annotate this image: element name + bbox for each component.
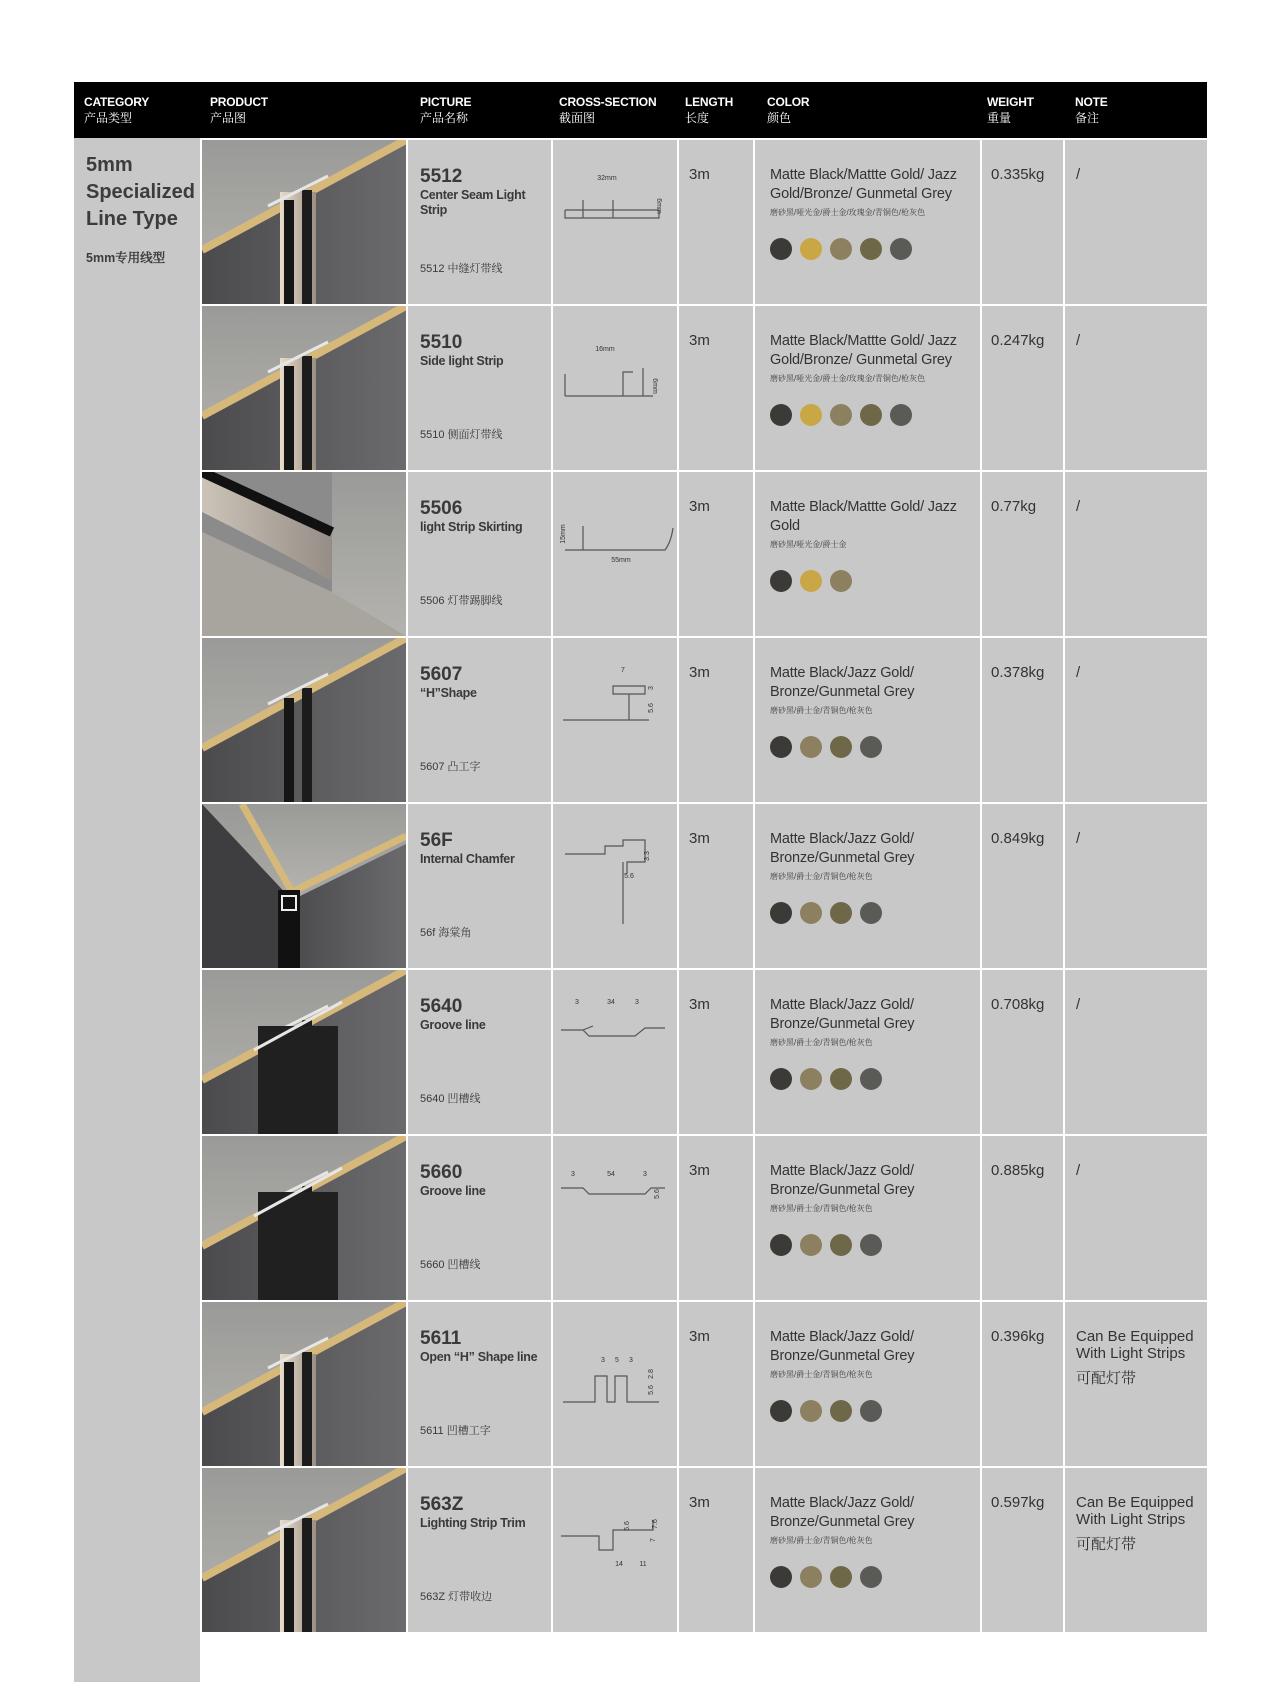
note-cell [1065,970,1207,1134]
header-product-zh: 产品图 [210,111,247,125]
length-value: 3m [679,1468,753,1632]
color-swatch-gunmetal-grey [860,1400,882,1422]
product-row [202,638,1207,802]
header-weight-zh: 重量 [987,111,1012,125]
length-value: 3m [679,1136,753,1300]
product-image [202,638,406,802]
product-name: “H”Shape [420,686,477,700]
product-name: light Strip Skirting [420,520,523,534]
header-color [752,82,977,138]
color-names: Matte Black/Mattte Gold/ Jazz Gold/Bronze/ Gunmetal Grey [770,167,957,202]
header-color-en: COLOR [767,95,810,109]
header-picture-zh: 产品名称 [420,111,469,125]
dimension-label: 11 [639,1561,647,1568]
dimension-label: 16mm [595,346,615,353]
product-code: 563Z [420,1494,464,1515]
length-value: 3m [679,306,753,470]
product-name: Lighting Strip Trim [420,1516,526,1530]
weight-value: 0.885kg [982,1136,1063,1300]
color-swatches [770,404,920,426]
product-name-cell [408,804,551,968]
product-name-cell [408,1136,551,1300]
dimension-label: 3 [643,1171,647,1178]
color-names-zh: 磨砂黑/哑光金/爵士金 [770,540,847,549]
product-code: 5611 [420,1328,462,1349]
cross-section-drawing [553,306,677,470]
product-name: Groove line [420,1184,486,1198]
product-image [202,472,406,636]
dimension-label: 34 [607,999,615,1006]
product-name-cell [408,306,551,470]
product-image [202,1136,406,1300]
product-image [202,1302,406,1466]
dimension-label: 3 [575,999,579,1006]
product-name-zh: 5660 凹槽线 [420,1259,481,1271]
color-swatch-matte-black [770,1068,792,1090]
color-swatch-matte-black [770,902,792,924]
dimension-label: 7.6 [652,1519,659,1529]
color-swatch-bronze [830,902,852,924]
weight-value: 0.378kg [982,638,1063,802]
product-name-zh: 5640 凹槽线 [420,1093,481,1105]
color-swatch-matte-black [770,238,792,260]
color-swatch-jazz-gold [830,570,852,592]
weight-value: 0.597kg [982,1468,1063,1632]
note-cell [1065,472,1207,636]
color-swatch-bronze [860,404,882,426]
color-swatch-jazz-gold [800,1068,822,1090]
color-names: Matte Black/Jazz Gold/ Bronze/Gunmetal Grey [770,665,915,700]
color-names: Matte Black/Jazz Gold/ Bronze/Gunmetal Grey [770,1329,915,1364]
color-swatch-bronze [830,1566,852,1588]
color-swatch-gunmetal-grey [860,736,882,758]
product-name-zh: 5510 侧面灯带线 [420,429,503,441]
header-cross-section [549,82,675,138]
header-category-zh: 产品类型 [84,111,133,125]
header-product [200,82,410,138]
dimension-label: 3 [648,686,655,690]
cross-section-drawing [553,1302,677,1466]
cross-section-drawing [553,804,677,968]
color-names-zh: 磨砂黑/爵士金/青铜色/枪灰色 [770,1370,873,1379]
product-row [202,1302,1207,1466]
dimension-label: 7 [621,667,625,674]
dimension-label: 5.6 [654,1189,661,1199]
color-swatches [770,1566,890,1588]
product-name: Internal Chamfer [420,852,515,866]
color-swatch-matte-black [770,404,792,426]
color-swatches [770,736,890,758]
color-cell [755,1468,980,1632]
color-swatches [770,1234,890,1256]
header-note-en: NOTE [1075,95,1108,109]
product-name-zh: 5607 凸工字 [420,761,481,773]
product-name-zh: 5506 灯带踢脚线 [420,595,503,607]
color-swatch-gunmetal-grey [890,404,912,426]
note-text: / [1076,996,1081,1013]
color-swatch-gunmetal-grey [890,238,912,260]
product-row [202,1136,1207,1300]
header-category-en: CATEGORY [84,95,150,109]
product-code: 5506 [420,498,463,519]
color-swatch-matte-gold [800,570,822,592]
product-image [202,970,406,1134]
color-names: Matte Black/Mattte Gold/ Jazz Gold/Bronze/ Gunmetal Grey [770,333,957,368]
cross-section-drawing [553,1136,677,1300]
dimension-label: 5.6 [624,1521,631,1531]
color-swatch-matte-black [770,736,792,758]
product-row [202,140,1207,304]
color-cell [755,472,980,636]
product-name-zh: 5611 凹槽工字 [420,1425,491,1437]
length-value: 3m [679,140,753,304]
cross-section-drawing [553,1468,677,1632]
length-value: 3m [679,804,753,968]
weight-value: 0.396kg [982,1302,1063,1466]
color-names: Matte Black/Jazz Gold/ Bronze/Gunmetal Grey [770,1495,915,1530]
header-weight-en: WEIGHT [987,95,1034,109]
color-swatch-bronze [860,238,882,260]
header-length-en: LENGTH [685,95,734,109]
cross-section-drawing [553,970,677,1134]
header-weight [977,82,1065,138]
dimension-label: 14 [615,1561,623,1568]
dimension-label: 5.6 [648,1385,655,1395]
product-name-cell [408,970,551,1134]
product-name-cell [408,140,551,304]
dimension-label: 5.6 [648,703,655,713]
header-note-zh: 备注 [1075,111,1100,125]
color-swatch-bronze [830,1234,852,1256]
dimension-label: 5.6 [624,873,634,880]
color-swatch-gunmetal-grey [860,902,882,924]
product-row [202,472,1207,636]
color-swatch-jazz-gold [830,238,852,260]
color-swatch-bronze [830,1400,852,1422]
header-note [1065,82,1207,138]
note-text-zh: 可配灯带 [1076,1370,1137,1387]
header-category [74,82,200,138]
note-cell [1065,140,1207,304]
product-row [202,1468,1207,1632]
color-swatch-matte-gold [800,238,822,260]
cross-section-drawing [553,472,677,636]
dimension-label: 3 [571,1171,575,1178]
color-cell [755,1136,980,1300]
note-cell [1065,306,1207,470]
dimension-label: 3 [635,999,639,1006]
note-text: / [1076,664,1081,681]
color-names-zh: 磨砂黑/爵士金/青铜色/枪灰色 [770,1536,873,1545]
product-name: Groove line [420,1018,486,1032]
product-name-cell [408,1302,551,1466]
color-cell [755,306,980,470]
header-cross-section-zh: 截面图 [559,111,596,125]
color-swatch-gunmetal-grey [860,1068,882,1090]
length-value: 3m [679,638,753,802]
header-length [675,82,752,138]
color-names: Matte Black/Jazz Gold/ Bronze/Gunmetal Grey [770,997,915,1032]
note-cell [1065,1136,1207,1300]
color-swatch-jazz-gold [830,404,852,426]
note-text: / [1076,332,1081,349]
color-names: Matte Black/Jazz Gold/ Bronze/Gunmetal Grey [770,831,915,866]
dimension-label: 32mm [597,175,617,182]
category-title-zh: 5mm专用线型 [86,251,166,265]
color-swatch-gunmetal-grey [860,1566,882,1588]
product-name: Open “H” Shape line [420,1350,538,1364]
header-picture-en: PICTURE [420,95,472,109]
dimension-label: 6mm [651,378,658,394]
color-swatch-matte-black [770,1566,792,1588]
note-cell [1065,638,1207,802]
product-row [202,306,1207,470]
color-swatch-jazz-gold [800,902,822,924]
dimension-label: 3 [629,1357,633,1364]
note-text: / [1076,498,1081,515]
product-name-zh: 5512 中缝灯带线 [420,263,503,275]
note-cell [1065,1468,1207,1632]
color-names-zh: 磨砂黑/爵士金/青铜色/枪灰色 [770,1204,873,1213]
weight-value: 0.708kg [982,970,1063,1134]
weight-value: 0.849kg [982,804,1063,968]
dimension-label: 7 [650,1538,657,1542]
color-swatch-matte-black [770,1234,792,1256]
color-swatch-matte-gold [800,404,822,426]
cross-section-drawing [553,140,677,304]
dimension-label: 54 [607,1171,615,1178]
weight-value: 0.335kg [982,140,1063,304]
product-code: 5640 [420,996,463,1017]
note-text: Can Be Equipped With Light Strips [1076,1494,1194,1528]
note-text-zh: 可配灯带 [1076,1536,1137,1553]
length-value: 3m [679,1302,753,1466]
color-swatch-jazz-gold [800,1400,822,1422]
product-row [202,970,1207,1134]
color-swatch-matte-black [770,1400,792,1422]
weight-value: 0.247kg [982,306,1063,470]
product-code: 5607 [420,664,463,685]
header-color-zh: 颜色 [767,111,792,125]
product-name: Side light Strip [420,354,504,368]
color-names-zh: 磨砂黑/爵士金/青铜色/枪灰色 [770,872,873,881]
product-name-zh: 56f 海棠角 [420,927,472,939]
header-length-zh: 长度 [685,111,710,125]
color-swatches [770,1068,890,1090]
note-cell [1065,1302,1207,1466]
color-cell [755,970,980,1134]
dimension-label: 3.3 [644,851,651,861]
note-text: / [1076,1162,1081,1179]
product-code: 5510 [420,332,463,353]
color-swatch-jazz-gold [800,1566,822,1588]
dimension-label: 3 [601,1357,605,1364]
color-names: Matte Black/Jazz Gold/ Bronze/Gunmetal Grey [770,1163,915,1198]
color-cell [755,140,980,304]
note-text: / [1076,830,1081,847]
product-name-cell [408,638,551,802]
product-name-cell [408,1468,551,1632]
product-image [202,1468,406,1632]
color-names-zh: 磨砂黑/哑光金/爵士金/玫瑰金/青铜色/枪灰色 [770,374,926,383]
product-name: Center Seam Light Strip [420,188,526,217]
color-swatch-jazz-gold [800,736,822,758]
cross-section-drawing [553,638,677,802]
color-swatches [770,238,920,260]
color-cell [755,638,980,802]
color-swatch-bronze [830,736,852,758]
product-name-zh: 563Z 灯带收边 [420,1591,493,1603]
header-product-en: PRODUCT [210,95,268,109]
note-cell [1065,804,1207,968]
dimension-label: 5 [615,1357,619,1364]
length-value: 3m [679,970,753,1134]
dimension-label: 6mm [655,198,662,214]
color-swatch-jazz-gold [800,1234,822,1256]
length-value: 3m [679,472,753,636]
color-names-zh: 磨砂黑/爵士金/青铜色/枪灰色 [770,1038,873,1047]
product-image [202,306,406,470]
note-text: / [1076,166,1081,183]
product-name-cell [408,472,551,636]
header-cross-section-en: CROSS-SECTION [559,95,657,109]
color-names: Matte Black/Mattte Gold/ Jazz Gold [770,499,957,534]
color-names-zh: 磨砂黑/爵士金/青铜色/枪灰色 [770,706,873,715]
category-title: 5mm Specialized Line Type [86,154,195,230]
color-cell [755,804,980,968]
color-names-zh: 磨砂黑/哑光金/爵士金/玫瑰金/青铜色/枪灰色 [770,208,926,217]
category-cell [74,138,200,1682]
color-swatches [770,1400,890,1422]
weight-value: 0.77kg [982,472,1063,636]
dimension-label: 2.8 [648,1369,655,1379]
dimension-label: 55mm [611,557,631,564]
color-swatch-matte-black [770,570,792,592]
color-cell [755,1302,980,1466]
header-picture [410,82,549,138]
product-image [202,804,406,968]
color-swatches [770,902,890,924]
product-code: 56F [420,830,453,851]
color-swatch-gunmetal-grey [860,1234,882,1256]
product-image [202,140,406,304]
dimension-label: 15mm [560,524,567,544]
product-code: 5512 [420,166,463,187]
product-row [202,804,1207,968]
note-text: Can Be Equipped With Light Strips [1076,1328,1194,1362]
color-swatches [770,570,860,592]
color-swatch-bronze [830,1068,852,1090]
product-code: 5660 [420,1162,463,1183]
